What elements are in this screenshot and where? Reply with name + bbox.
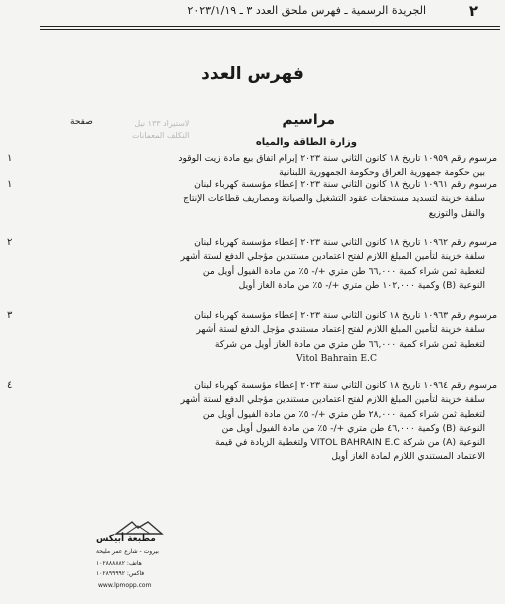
show-through-text: لاستيراد ١٣٣ نيل النكلف المعمانات: [132, 119, 190, 140]
entry-line: مرسوم رقم ١٠٩٦٣ تاريخ ١٨ كانون الثاني سنة ٢٠٢٣ إعطاء مؤسسة كهرباء لبنان: [194, 310, 497, 321]
entry-line: الاعتماد المستندي اللازم لمادة الغاز أويل: [331, 451, 485, 463]
company-name: Vitol Bahrain E.C: [296, 352, 377, 364]
entry-line: لتغطية ثمن شراء كمية ٢٨,٠٠٠ طن متري +/- ٥٪ من مادة الفيول أويل من: [202, 408, 485, 420]
entry-line: مرسوم رقم ١٠٩٦٢ تاريخ ١٨ كانون الثاني سنة ٢٠٢٣ إعطاء مؤسسة كهرباء لبنان: [194, 237, 497, 248]
decree-entry: [7, 379, 497, 465]
entry-line: مرسوم رقم ١٠٩٥٩ تاريخ ١٨ كانون الثاني سنة ٢٠٢٣ إبرام اتفاق بيع مادة زيت الوقود: [178, 153, 497, 164]
header-title: الجريدة الرسمية ـ فهرس ملحق العدد ٣ ـ ٢٠٢٣/١/١٩: [187, 4, 426, 17]
decree-entry: [7, 309, 497, 366]
decree-entry: [7, 236, 497, 293]
entry-line: سلفة خزينة لتأمين المبلغ اللازم لفتح اعتمادين مستندين مؤجلي الدفع لستة أشهر: [180, 394, 485, 406]
entry-line: والنقل والتوزيع: [428, 207, 485, 219]
publisher-address: بيروت - شارع عمر مليحة: [96, 548, 159, 555]
entry-line: لتغطية ثمن شراء كمية ٦٦,٠٠٠ طن متري من مادة الغاز أويل من شركة: [214, 338, 485, 350]
publisher-name: مطبعة أبيكس: [96, 534, 156, 544]
header-rule-thin: [40, 29, 500, 30]
section-title: مراسيم: [282, 112, 335, 128]
entry-line: مرسوم رقم ١٠٩٦٤ تاريخ ١٨ كانون الثاني سنة ٢٠٢٣ إعطاء مؤسسة كهرباء لبنان: [194, 380, 497, 391]
entry-line: سلفة خزينة لتأمين المبلغ اللازم لفتح إعتماد مستندي مؤجل الدفع لستة أشهر: [196, 324, 485, 336]
index-title: فهرس العدد: [201, 64, 304, 84]
entry-page-number: ١: [7, 179, 13, 190]
entry-page-number: ٣: [7, 310, 13, 321]
entry-line: [29, 352, 497, 366]
entry-line: مرسوم رقم ١٠٩٦١ تاريخ ١٨ كانون الثاني سنة ٢٠٢٣ إعطاء مؤسسة كهرباء لبنان: [194, 179, 497, 190]
publisher-phone: هاتف: ١٠٢٨٨٨٨٨٢: [96, 560, 142, 567]
entry-page-number: ٤: [7, 380, 13, 391]
page-column-label: صفحة: [70, 117, 93, 127]
decree-entry: [7, 152, 497, 181]
ministry-heading: وزارة الطاقة والمياه: [255, 137, 357, 148]
entry-page-number: ٢: [7, 237, 13, 248]
publisher-fax: فاكس: ١٠٢٨٩٩٩٩٢: [96, 570, 145, 577]
header-rule: [40, 26, 500, 27]
entry-line: بين حكومة جمهورية العراق وحكومة الجمهورية اللبنانية: [279, 167, 485, 179]
entry-line: سلفة خزينة لتسديد مستحقات عقود التشغيل والصيانة ومصاريف قطاعات الإنتاج: [183, 193, 485, 205]
publisher-website: www.lpmopp.com: [98, 582, 152, 589]
entry-line: النوعية (A) من شركة VITOL BAHRAIN E.C ولتغطية الزيادة في قيمة: [214, 437, 485, 449]
entry-line: سلفة خزينة لتأمين المبلغ اللازم لفتح اعتمادين مستندين مؤجلي الدفع لستة أشهر: [180, 251, 485, 263]
page-number: ٢: [468, 2, 478, 20]
entry-page-number: ١: [7, 153, 13, 164]
entry-line: لتغطية ثمن شراء كمية ٦٦,٠٠٠ طن متري +/- ٥٪ من مادة الفيول أويل من: [202, 265, 485, 277]
entry-line: النوعية (B) وكمية ١٠٢,٠٠٠ طن متري +/- ٥٪ من مادة الغاز أويل: [238, 279, 485, 291]
decree-entry: [7, 178, 497, 221]
entry-line: النوعية (B) وكمية ٤٦,٠٠٠ طن متري +/- ٥٪ من مادة الفيول أويل من: [221, 422, 485, 434]
publisher-imprint: [92, 520, 187, 600]
